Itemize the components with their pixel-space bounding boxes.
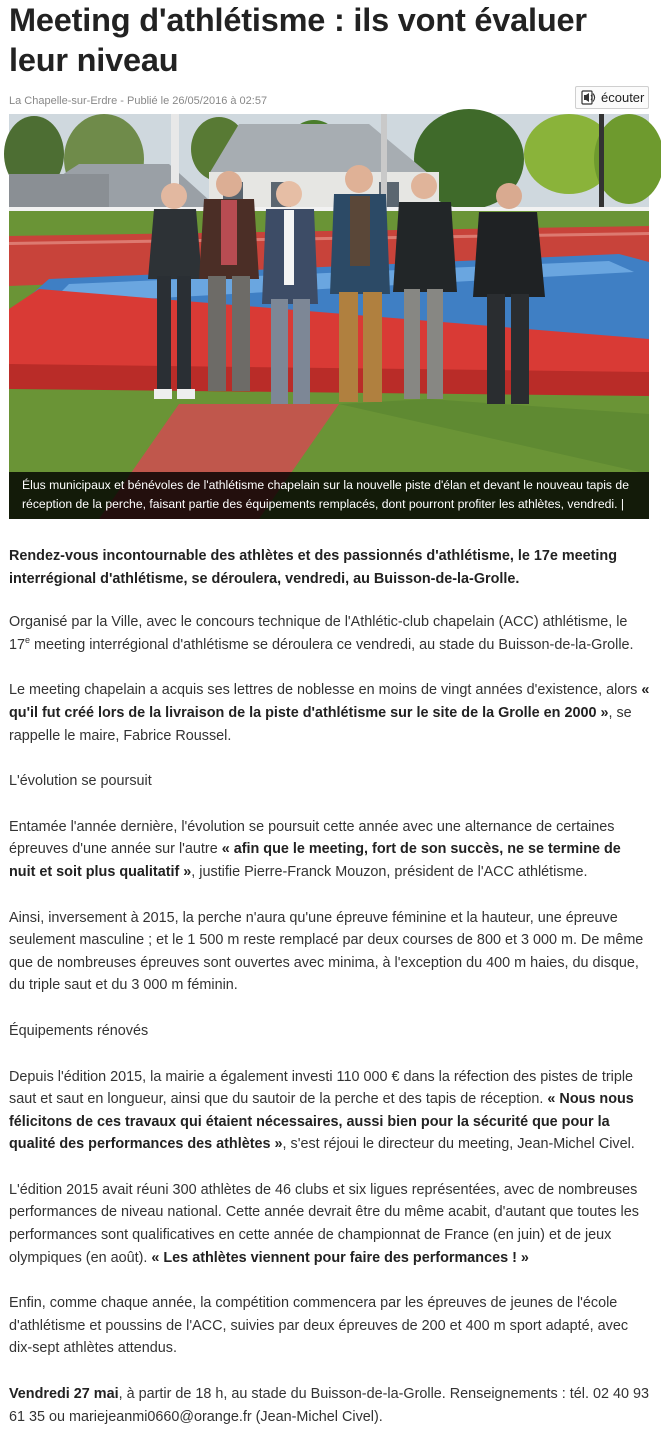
photo-caption: Élus municipaux et bénévoles de l'athlétisme chapelain sur la nouvelle piste d'élan et devant le nouveau tapis de réception de la perche, faisant partie des équipements remplacés, dont pourront profiter les athlètes, vendredi. | bbox=[9, 472, 649, 519]
article-lead: Rendez-vous incontournable des athlètes et des passionnés d'athlétisme, le 17e meeting interrégional d'athlétisme, se déroulera, vendredi, au Buisson-de-la-Grolle. bbox=[9, 548, 617, 587]
paragraph-5-text-b: , s'est réjoui le directeur du meeting, Jean-Michel Civel. bbox=[282, 1136, 635, 1153]
listen-label: écouter bbox=[601, 90, 645, 105]
paragraph-2-text-b: , se rappelle le maire, Fabrice Roussel. bbox=[9, 704, 632, 744]
listen-button[interactable] bbox=[575, 86, 649, 109]
article-body bbox=[9, 545, 651, 1451]
paragraph-7: Enfin, comme chaque année, la compétition commencera par les épreuves de jeunes de l'école d'athlétisme et poussins de l'ACC, suivies par deux épreuves de 200 et 400 m sport adapté, avec dix-sept athlètes attendus. bbox=[9, 1295, 629, 1357]
paragraph-3-text-b: , justifie Pierre-Franck Mouzon, président de l'ACC athlétisme. bbox=[191, 863, 588, 880]
event-date: Vendredi 27 mai bbox=[9, 1386, 119, 1403]
ordinal-superscript: e bbox=[25, 634, 31, 645]
paragraph-3-text-a: Entamée l'année dernière, l'évolution se poursuit cette année avec une alternance de certaines épreuves d'une année sur l'autre bbox=[9, 818, 615, 858]
quote-athletes: « Les athlètes viennent pour faire des performances ! » bbox=[151, 1249, 529, 1266]
paragraph-5-text-a: Depuis l'édition 2015, la mairie a également investi 110 000 € dans la réfection des pistes de triple saut et saut en longueur, ainsi que du sautoir de la perche et des tapis de réception. bbox=[9, 1068, 634, 1108]
paragraph-8 bbox=[9, 1383, 651, 1428]
quote-president: « afin que le meeting, fort de son succès, ne se termine de nuit et soit plus qualitatif » bbox=[9, 841, 621, 880]
paragraph-5 bbox=[9, 1066, 651, 1156]
article-date: Publié le 26/05/2016 à 02:57 bbox=[127, 95, 268, 107]
quote-director: « Nous nous félicitons de ces travaux qui étaient nécessaires, aussi bien pour la sécurité que pour la qualité des performances des athlètes » bbox=[9, 1091, 634, 1153]
article-photo bbox=[9, 114, 649, 519]
athletes-photo-illustration bbox=[9, 114, 649, 519]
paragraph-1-text-b: meeting interrégional d'athlétisme se déroulera ce vendredi, au stade du Buisson-de-la-Grolle. bbox=[30, 636, 634, 653]
quote-mayor: « qu'il fut créé lors de la livraison de la piste d'athlétisme sur le site de la Grolle en 2000 » bbox=[9, 682, 650, 721]
article-meta bbox=[9, 94, 267, 108]
paragraph-6-text-a: L'édition 2015 avait réuni 300 athlètes de 46 clubs et six ligues représentées, avec de nombreuses performances de niveau national. Cette année devrait être du même acabit, d'autant que toutes les performances sont qualificatives en cette année de championnat de France (en juin) et de jeux olympiques (en août). bbox=[9, 1181, 639, 1266]
paragraph-1-text-a: Organisé par la Ville, avec le concours technique de l'Athlétic-club chapelain (ACC) athlétisme, le 17 bbox=[9, 614, 628, 653]
event-info: , à partir de 18 h, au stade du Buisson-de-la-Grolle. Renseignements : tél. 02 40 93 61 35 ou mariejeanmi0660@orange.fr (Jean-Michel Civel). bbox=[9, 1386, 649, 1425]
paragraph-2-text-a: Le meeting chapelain a acquis ses lettres de noblesse en moins de vingt années d'existence, alors bbox=[9, 682, 642, 699]
paragraph-1 bbox=[9, 611, 651, 656]
meta-separator: - bbox=[117, 95, 127, 107]
article-title: Meeting d'athlétisme : ils vont évaluer leur niveau bbox=[9, 2, 587, 78]
article-location: La Chapelle-sur-Erdre bbox=[9, 95, 118, 107]
speaker-icon bbox=[581, 90, 596, 105]
paragraph-2 bbox=[9, 679, 651, 747]
paragraph-4: Ainsi, inversement à 2015, la perche n'aura qu'une épreuve féminine et la hauteur, une épreuve seulement masculine ; et le 1 500 m reste remplacé par deux courses de 800 et 3 000 m. De même que de nombreuses épreuves sont ouvertes avec minima, à l'exception du 400 m haies, du disque, du triple saut et du 3 000 m féminin. bbox=[9, 909, 644, 994]
subheading-evolution: L'évolution se poursuit bbox=[9, 773, 152, 790]
paragraph-6 bbox=[9, 1179, 651, 1269]
subheading-equipment: Équipements rénovés bbox=[9, 1022, 149, 1039]
paragraph-3 bbox=[9, 816, 651, 884]
